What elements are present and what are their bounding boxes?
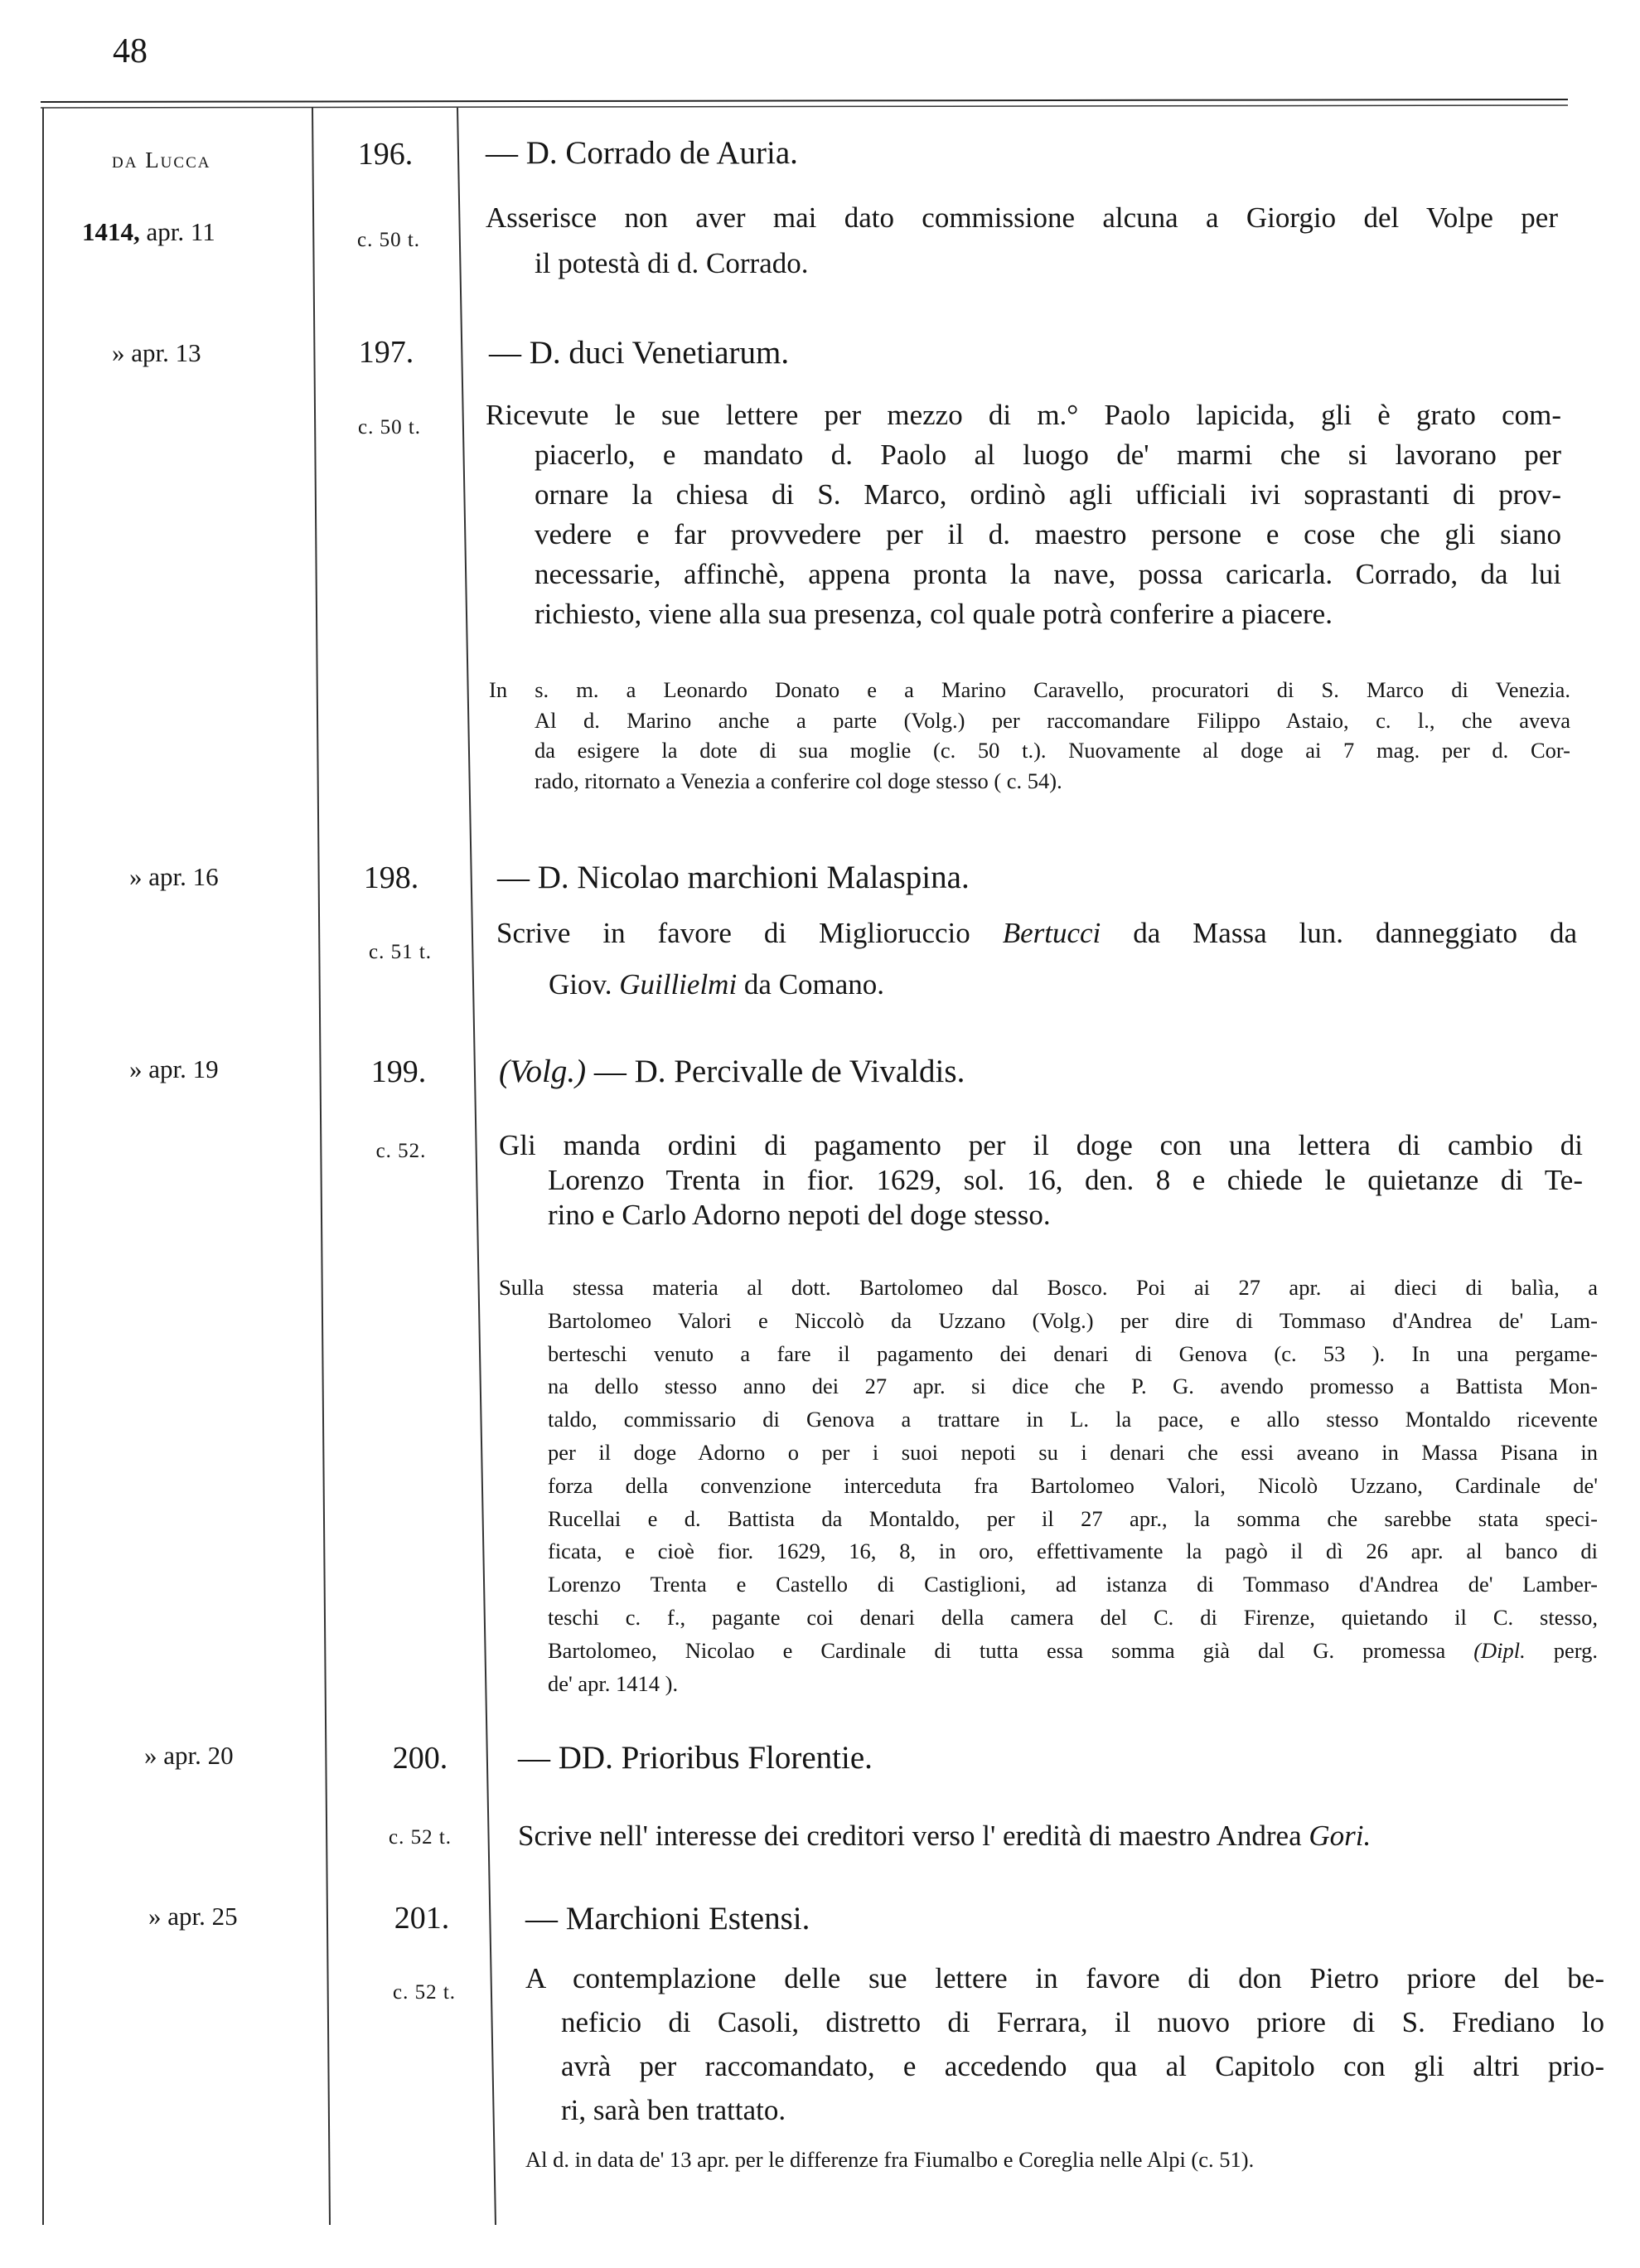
note-line [548, 1407, 1598, 1432]
place-heading: da Lucca [112, 148, 211, 172]
entry-number: 196. [357, 137, 414, 172]
text-segment: piacerlo, e mandato d. Paolo al luogo de' marmi che si lavorano per [535, 439, 1561, 471]
summary-line [496, 917, 1577, 950]
text-segment: Scrive nell' interesse dei creditori verso l' eredità di maestro Andrea [518, 1820, 1309, 1852]
summary-line [535, 439, 1561, 472]
text-segment: forza della convenzione interceduta fra Bartolomeo Valori, Nicolò Uzzano, Cardinale de' [548, 1472, 1598, 1498]
text-segment: Gli manda ordini di pagamento per il doge con una lettera di cambio di [499, 1129, 1583, 1161]
note-line [535, 738, 1570, 763]
entry-year: 1414, [82, 217, 140, 246]
entry-addressee [489, 334, 789, 371]
text-segment: taldo, commissario di Genova a trattare in L. la pace, e allo stesso Montaldo ricevente [548, 1407, 1598, 1432]
text-segment: Bartolomeo, Nicolao e Cardinale di tutta essa somma già dal G. promessa [548, 1637, 1474, 1663]
entry-date-text: apr. 11 [146, 217, 215, 246]
text-segment: Al d. Marino anche a parte (Volg.) per raccomandare Filippo Astaio, c. l., che aveva [535, 707, 1570, 733]
entry-folio-ref: c. 50 t. [356, 229, 421, 251]
summary-line [486, 399, 1561, 432]
note-line [548, 1671, 678, 1697]
text-segment: Asserisce non aver mai dato commissione alcuna a Giorgio del Volpe per [486, 201, 1558, 234]
text-segment: ficata, e cioè fior. 1629, 16, 8, in oro, effettivamente la pagò il dì 26 apr. al banco di [548, 1539, 1598, 1564]
summary-line [535, 247, 809, 280]
number-column-rule [312, 108, 330, 2225]
text-segment: de' apr. 1414 ). [548, 1670, 679, 1696]
entry-number: 201. [394, 1901, 450, 1936]
entry-addressee [525, 1900, 810, 1937]
text-segment: vedere e far provvedere per il d. maestro persone e cose che gli siano [535, 518, 1561, 550]
text-segment: — D. Corrado de Auria. [486, 135, 798, 171]
entry-number: 197. [358, 335, 414, 370]
entry-addressee [497, 859, 970, 896]
text-segment: Lorenzo Trenta in fior. 1629, sol. 16, den. 8 e chiede le quietanze di Te- [548, 1164, 1583, 1196]
summary-line [518, 1820, 1371, 1853]
note-line [535, 708, 1570, 734]
entry-date [148, 1902, 238, 1931]
italic-text: Bertucci [1002, 917, 1101, 949]
text-segment: da esigere la dote di sua moglie (c. 50 t.). Nuovamente al doge ai 7 mag. per d. Cor- [535, 738, 1570, 763]
text-segment: Rucellai e d. Battista da Montaldo, per il 27 apr., la somma che sarebbe stata speci- [548, 1505, 1598, 1531]
note-line [548, 1605, 1598, 1631]
note-line [548, 1341, 1598, 1367]
summary-line [561, 2094, 786, 2127]
text-segment: Bartolomeo Valori e Niccolò da Uzzano (Volg.) per dire di Tommaso d'Andrea de' Lam- [548, 1307, 1598, 1333]
note-line [548, 1473, 1598, 1499]
text-segment: Giov. [549, 968, 620, 1001]
entry-date-text: » apr. 13 [112, 338, 201, 367]
entry-addressee [486, 134, 798, 172]
page-number: 48 [113, 32, 148, 70]
text-segment: teschi c. f., pagante coi denari della camera del C. di Firenze, quietando il C. stesso, [548, 1605, 1598, 1630]
entry-date [112, 338, 201, 368]
entry-date [144, 1741, 234, 1771]
note-line [548, 1638, 1598, 1664]
entry-folio-ref: c. 52. [375, 1140, 427, 1162]
entry-date [129, 862, 219, 892]
note-line [525, 2147, 1254, 2173]
text-segment: A contemplazione delle sue lettere in favore di don Pietro priore del be- [525, 1962, 1604, 1994]
summary-line [561, 2050, 1604, 2083]
text-segment: neficio di Casoli, distretto di Ferrara, il nuovo priore di S. Frediano lo [561, 2006, 1604, 2038]
text-segment: Al d. in data de' 13 apr. per le differenze fra Fiumalbo e Coreglia nelle Alpi (c. 51). [525, 2147, 1255, 2172]
italic-text: Guillielmi [619, 968, 738, 1001]
summary-line [535, 478, 1561, 511]
note-line [499, 1275, 1598, 1301]
summary-line [548, 1199, 1051, 1232]
text-segment: rino e Carlo Adorno nepoti del doge stesso. [548, 1199, 1051, 1231]
summary-line [499, 1129, 1583, 1162]
note-line [489, 677, 1570, 703]
text-segment: rado, ritornato a Venezia a conferire col doge stesso ( c. 54). [535, 768, 1062, 793]
text-segment: richiesto, viene alla sua presenza, col quale potrà conferire a piacere. [535, 598, 1333, 630]
text-segment: na dello stesso anno dei 27 apr. si dice che P. G. avendo promesso a Battista Mon- [548, 1374, 1598, 1399]
text-segment: — D. Percivalle de Vivaldis. [586, 1054, 965, 1089]
text-segment: — D. duci Venetiarum. [489, 335, 790, 371]
text-segment: da Comano. [737, 968, 885, 1001]
text-segment: In s. m. a Leonardo Donato e a Marino Caravello, procuratori di S. Marco di Venezia. [489, 677, 1570, 702]
entry-number: 198. [363, 860, 419, 895]
italic-text: (Volg.) [499, 1054, 587, 1089]
entry-date-text: » apr. 25 [148, 1902, 238, 1931]
text-segment: il potestà di d. Corrado. [535, 247, 809, 279]
summary-line [525, 1962, 1604, 1995]
summary-line [486, 201, 1558, 235]
note-line [548, 1539, 1598, 1564]
entry-addressee [518, 1739, 873, 1776]
text-segment: per il doge Adorno o per i suoi nepoti su i denari che essi aveano in Massa Pisana in [548, 1440, 1598, 1465]
note-line [548, 1308, 1598, 1334]
entry-date [82, 217, 215, 247]
italic-text: Gori. [1309, 1820, 1372, 1852]
entry-folio-ref: c. 52 t. [392, 1981, 457, 2004]
text-segment: — DD. Prioribus Florentie. [518, 1740, 873, 1776]
summary-line [561, 2006, 1604, 2039]
text-segment: necessarie, affinchè, appena pronta la nave, possa caricarla. Corrado, da lui [535, 558, 1561, 590]
text-segment: — Marchioni Estensi. [525, 1901, 810, 1936]
entry-date-text: » apr. 20 [144, 1741, 234, 1770]
note-line [548, 1374, 1598, 1399]
note-line [535, 768, 1062, 794]
text-segment: ri, sarà ben trattato. [561, 2094, 786, 2126]
text-segment: berteschi venuto a fare il pagamento dei denari di Genova (c. 53 ). In una pergame- [548, 1340, 1598, 1366]
text-segment: Sulla stessa materia al dott. Bartolomeo dal Bosco. Poi ai 27 apr. ai dieci di balìa, a [499, 1275, 1598, 1300]
entry-folio-ref: c. 51 t. [368, 941, 433, 963]
text-segment: Ricevute le sue lettere per mezzo di m.° Paolo lapicida, gli è grato com- [486, 399, 1561, 431]
top-rule [41, 99, 1568, 102]
text-segment: Scrive in favore di Miglioruccio [496, 917, 1003, 949]
entry-addressee [499, 1053, 965, 1090]
summary-line [548, 1164, 1583, 1197]
summary-line [535, 598, 1333, 631]
entry-number: 199. [370, 1054, 427, 1089]
entry-date-text: » apr. 19 [129, 1054, 219, 1083]
entry-folio-ref: c. 50 t. [357, 416, 422, 439]
summary-line [535, 558, 1561, 591]
text-segment: da Massa lun. danneggiato da [1101, 917, 1578, 949]
entry-number: 200. [392, 1741, 448, 1776]
summary-line [535, 518, 1561, 551]
entry-date [129, 1054, 219, 1084]
note-line [548, 1572, 1598, 1597]
entry-folio-ref: c. 52 t. [388, 1826, 452, 1849]
text-segment: — D. Nicolao marchioni Malaspina. [497, 860, 970, 895]
note-line [548, 1440, 1598, 1466]
italic-text: (Dipl. [1473, 1637, 1526, 1663]
top-rule-thin [41, 105, 1568, 108]
text-segment: perg. [1525, 1637, 1598, 1663]
entry-date-text: » apr. 16 [129, 862, 219, 891]
summary-line [549, 968, 884, 1001]
note-line [548, 1506, 1598, 1532]
text-segment: ornare la chiesa di S. Marco, ordinò agli ufficiali ivi soprastanti di prov- [535, 478, 1561, 511]
text-segment: avrà per raccomandato, e accedendo qua al Capitolo con gli altri prio- [561, 2050, 1604, 2082]
text-segment: Lorenzo Trenta e Castello di Castiglioni, ad istanza di Tommaso d'Andrea de' Lamber- [548, 1572, 1598, 1597]
